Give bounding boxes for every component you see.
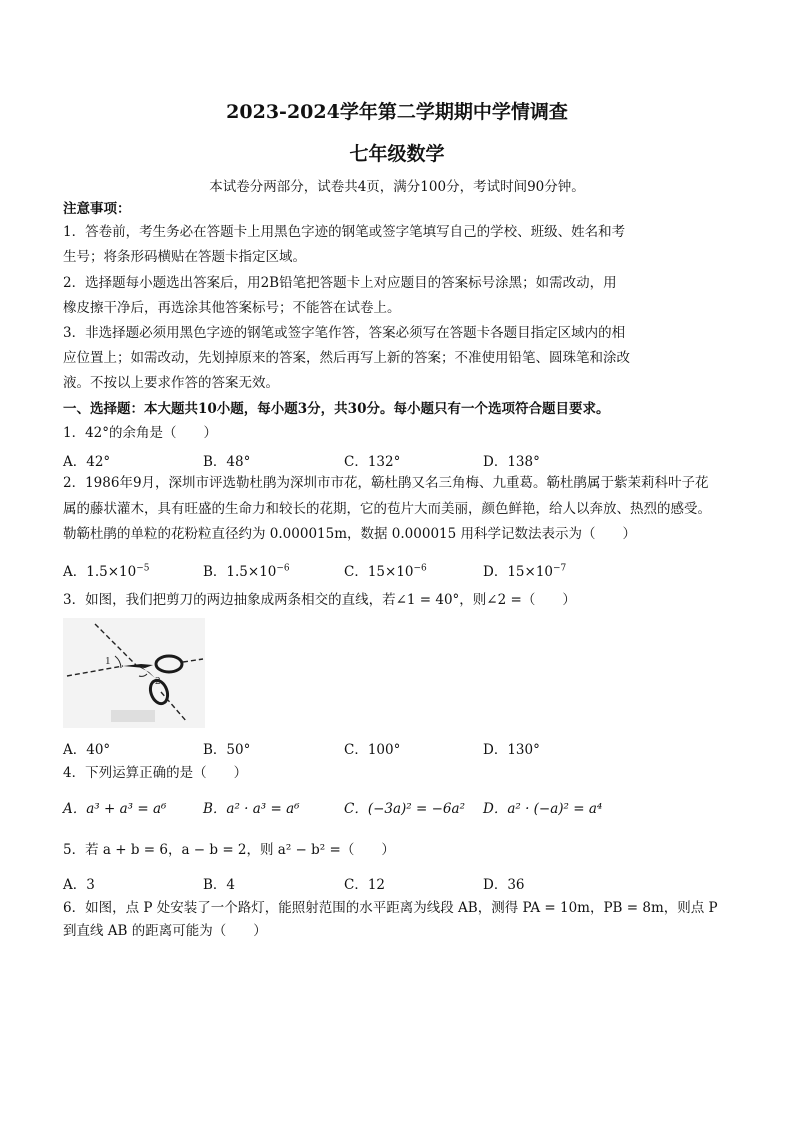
notes-heading: 注意事项： (63, 201, 131, 217)
note-1-line-1: 1．答卷前，考生务必在答题卡上用黑色字迹的钢笔或签字笔填写自己的学校、班级、姓名和考 (63, 224, 626, 240)
q4-options (63, 797, 733, 819)
q5-option-a: A．3 (63, 877, 95, 893)
exam-title: 2023-2024学年第二学期期中学情调查 (226, 101, 568, 123)
q3-stem: 3．如图，我们把剪刀的两边抽象成两条相交的直线，若∠1 = 40°，则∠2 =（ ） (63, 592, 576, 608)
q2-options (63, 560, 733, 582)
q1-option-a: A．42° (63, 454, 111, 470)
q5-option-c: C．12 (344, 877, 386, 893)
q3-option-c: C．100° (344, 742, 401, 758)
q2-line-2: 属的藤状灌木，具有旺盛的生命力和较长的花期，它的苞片大而美丽，颜色鲜艳，给人以奔放、热烈的感受。 (63, 501, 711, 517)
note-3-line-1: 3．非选择题必须用黑色字迹的钢笔或签字笔作答，答案必须写在答题卡各题目指定区域内的相 (63, 325, 626, 341)
q2-option-d: D．$15\times 10^{-7}$ (483, 563, 567, 580)
q2-option-b: B．$1.5\times 10^{-6}$ (203, 563, 290, 580)
q4-stem: 4．下列运算正确的是（ ） (63, 765, 248, 781)
note-3-line-3: 液。不按以上要求作答的答案无效。 (63, 375, 279, 391)
exam-subject: 七年级数学 (349, 143, 445, 165)
note-3-line-2: 应位置上；如需改动，先划掉原来的答案，然后再写上新的答案；不准使用铅笔、圆珠笔和涂改 (63, 350, 630, 366)
angle-2-label: 2 (155, 675, 161, 687)
q5-option-d: D．36 (483, 877, 525, 893)
q6-line-1: 6．如图，点 P 处安装了一个路灯，能照射范围的水平距离为线段 AB，测得 PA = 10m，PB = 8m，则点 P (63, 900, 718, 916)
q3-options (63, 738, 733, 760)
q1-option-c: C．132° (344, 454, 401, 470)
scissors-figure (63, 618, 205, 728)
q2-line-1: 2．1986年9月，深圳市评选勒杜鹃为深圳市市花，簕杜鹃又名三角梅、九重葛。簕杜鹃属于紫茉莉科叶子花 (63, 475, 709, 491)
note-2-line-2: 橡皮擦干净后，再选涂其他答案标号；不能答在试卷上。 (63, 300, 401, 316)
note-1-line-2: 生号；将条形码横贴在答题卡指定区域。 (63, 249, 306, 265)
q1-option-b: B．48° (203, 454, 251, 470)
q4-option-c: C．(−3a)² = −6a² (344, 801, 465, 817)
q5-stem: 5．若 a + b = 6，a − b = 2，则 a² − b² =（ ） (63, 842, 395, 858)
q1-option-d: D．138° (483, 454, 540, 470)
q4-option-a: A．a³ + a³ = a⁶ (63, 801, 167, 817)
q5-option-b: B．4 (203, 877, 236, 893)
q3-option-a: A．40° (63, 742, 111, 758)
q4-option-d: D．a² · (−a)² = a⁴ (483, 801, 603, 817)
exam-intro: 本试卷分两部分，试卷共4页，满分100分，考试时间90分钟。 (209, 179, 585, 195)
q5-options (63, 873, 733, 895)
angle-1-label: 1 (105, 655, 111, 667)
note-2-line-1: 2．选择题每小题选出答案后，用2B铅笔把答题卡上对应题目的答案标号涂黑；如需改动，用 (63, 275, 617, 291)
q3-option-b: B．50° (203, 742, 251, 758)
q3-option-d: D．130° (483, 742, 540, 758)
q2-line-3: 勒簕杜鹃的单粒的花粉粒直径约为 0.000015m，数据 0.000015 用科学记数法表示为（ ） (63, 526, 637, 542)
q2-option-a: A．$1.5\times 10^{-5}$ (63, 563, 150, 580)
q6-line-2: 到直线 AB 的距离可能为（ ） (63, 923, 267, 939)
section-1-heading: 一、选择题：本大题共10小题，每小题3分，共30分。每小题只有一个选项符合题目要求。 (63, 401, 610, 417)
q4-option-b: B．a² · a³ = a⁶ (203, 801, 300, 817)
q2-option-c: C．$15\times 10^{-6}$ (344, 563, 427, 580)
q1-stem: 1．42°的余角是（ ） (63, 425, 218, 441)
q1-options (63, 450, 733, 472)
